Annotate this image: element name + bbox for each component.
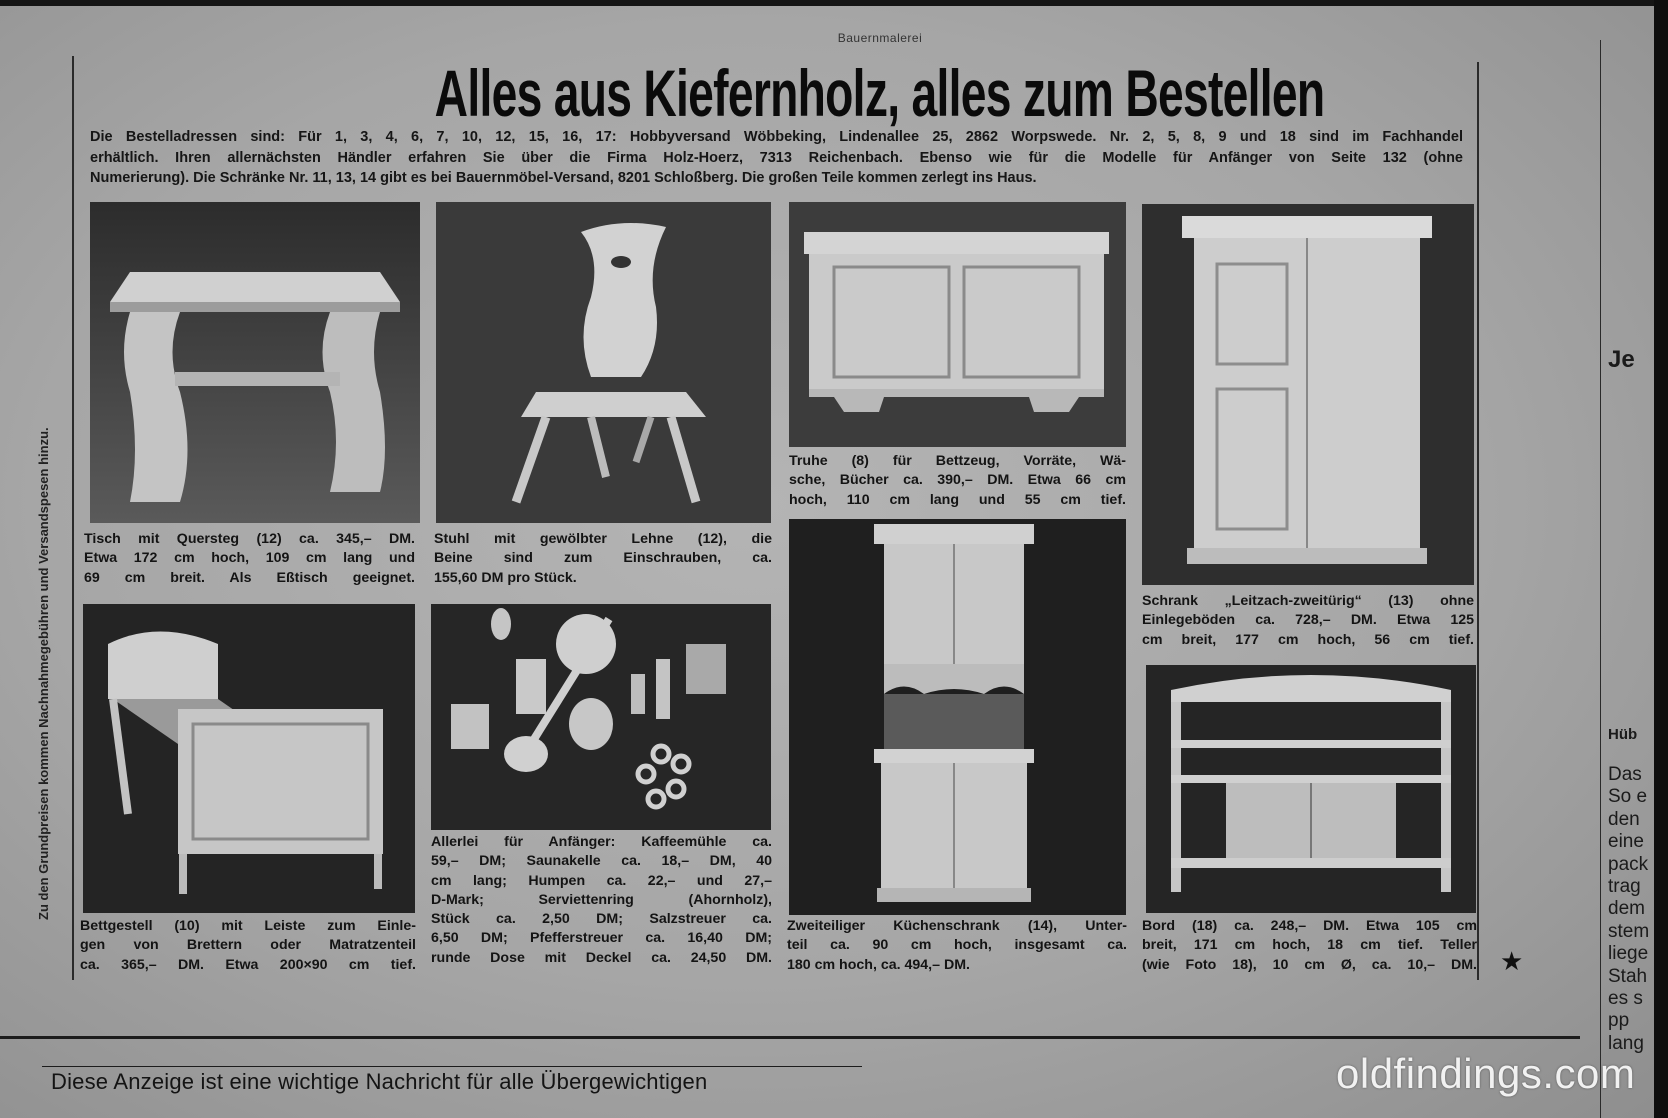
column-separator [1600, 40, 1601, 1118]
caption-chair [434, 530, 772, 588]
caption-line: Etwa 172 cm hoch, 109 cm lang und [84, 550, 415, 567]
text-line: pp [1608, 1010, 1630, 1032]
caption-line: Schrank „Leitzach-zweitürig“ (13) ohne [1142, 593, 1474, 609]
caption-bed [80, 917, 416, 975]
caption-line: D-Mark; Serviettenring (Ahornholz), [431, 891, 772, 908]
caption-table [84, 530, 415, 588]
caption-line: Truhe (8) für Bettzeug, Vorräte, Wä- [789, 453, 1126, 469]
text-line: Stah [1608, 965, 1648, 987]
right-column-text [1608, 764, 1649, 1055]
photo-kitchen-cabinet [789, 519, 1126, 915]
caption-line: Allerlei für Anfänger: Kaffeemühle ca. [431, 834, 772, 850]
caption-line: Bettgestell (10) mit Leiste zum Einle- [80, 918, 416, 934]
caption-kitchen-cabinet [787, 917, 1127, 975]
footer-rule [42, 1066, 862, 1067]
text-line: liege [1608, 943, 1649, 965]
footer-headline: Diese Anzeige ist eine wichtige Nachricht für alle Übergewichtigen [51, 1069, 708, 1094]
caption-line: Bord (18) ca. 248,– DM. Etwa 105 cm [1142, 918, 1477, 934]
order-addresses-intro [90, 127, 1463, 189]
right-border-line [1477, 62, 1479, 980]
headline: Alles aus Kiefernholz, alles zum Bestellen [435, 56, 1325, 130]
caption-chest [789, 452, 1126, 510]
caption-line: sche, Bücher ca. 390,– DM. Etwa 66 cm [789, 472, 1126, 489]
caption-starter-items [431, 833, 772, 968]
headline-wrap [0, 58, 1668, 128]
caption-line: runde Dose mit Deckel ca. 24,50 DM. [431, 949, 772, 966]
caption-line: cm lang; Humpen ca. 22,– und 27,– [431, 872, 772, 889]
text-line: stem [1608, 920, 1650, 942]
caption-line: Einlegeböden ca. 728,– DM. Etwa 125 [1142, 612, 1474, 629]
text-line: es s [1608, 988, 1643, 1010]
photo-wardrobe [1142, 204, 1474, 585]
left-border-line [72, 56, 74, 980]
caption-line: breit, 171 cm hoch, 18 cm tief. Teller [1142, 937, 1477, 954]
text-line: eine [1608, 831, 1644, 853]
caption-line: teil ca. 90 cm hoch, insgesamt ca. [787, 937, 1127, 954]
photo-shelf [1146, 665, 1476, 913]
photo-chair [436, 202, 771, 523]
caption-line: ca. 365,– DM. Etwa 200×90 cm tief. [80, 956, 416, 973]
caption-line: Stuhl mit gewölbter Lehne (12), die [434, 531, 772, 547]
side-note-vertical: Zu den Grundpreisen kommen Nachnahmegebühren und Versandspesen hinzu. [36, 427, 51, 920]
bottom-rule [0, 1036, 1580, 1039]
text-line: dem [1608, 898, 1645, 920]
photo-table [90, 202, 420, 523]
photo-starter-items [431, 604, 771, 830]
caption-line: 6,50 DM; Pfefferstreuer ca. 16,40 DM; [431, 930, 772, 947]
right-column-heading: Je [1608, 346, 1635, 373]
text-line: Das [1608, 764, 1642, 785]
caption-line: 155,60 DM pro Stück. [434, 569, 577, 586]
caption-line: 180 cm hoch, ca. 494,– DM. [787, 956, 970, 973]
caption-line: Beine sind zum Einschrauben, ca. [434, 550, 772, 567]
text-line: pack [1608, 853, 1649, 875]
caption-line: 69 cm breit. Als Eßtisch geeignet. [84, 569, 415, 586]
caption-line: cm breit, 177 cm hoch, 56 cm tief. [1142, 631, 1474, 648]
text-line: den [1608, 808, 1640, 830]
intro-line: erhältlich. Ihren allernächsten Händler erfahren Sie über die Firma Holz-Hoerz, 7313 Reichenbach. Ebenso wie für die Modelle für Anfänger von Seite 132 (ohne [90, 149, 1463, 166]
caption-line: hoch, 110 cm lang und 55 cm tief. [789, 491, 1126, 508]
intro-line: Numerierung). Die Schränke Nr. 11, 13, 14 gibt es bei Bauernmöbel-Versand, 8201 Schloßberg. Die großen Teile kommen zerlegt ins Haus. [90, 170, 1037, 186]
photo-chest [789, 202, 1126, 447]
caption-line: 59,– DM; Saunakelle ca. 18,– DM, 40 [431, 853, 772, 870]
section-label: Bauernmalerei [837, 31, 923, 45]
caption-line: gen von Brettern oder Matratzenteil [80, 937, 416, 954]
caption-line: Zweiteiliger Küchenschrank (14), Unter- [787, 918, 1127, 934]
watermark: oldfindings.com [1336, 1050, 1636, 1097]
film-edge-top [0, 0, 1668, 6]
caption-line: Tisch mit Quersteg (12) ca. 345,– DM. [84, 531, 415, 547]
text-line: trag [1608, 876, 1641, 898]
caption-shelf [1142, 917, 1477, 975]
right-column-subheading: Hüb [1608, 726, 1638, 743]
intro-line: Die Bestelladressen sind: Für 1, 3, 4, 6, 7, 10, 12, 15, 16, 17: Hobbyversand Wöbbeking, Lindenallee 25, 2862 Worpswede. Nr. 2, 5, 8, 9 und 18 sind im Fachhandel [90, 129, 1463, 145]
text-line: So e [1608, 786, 1648, 808]
photo-bed [83, 604, 415, 913]
end-star-icon: ★ [1500, 946, 1524, 976]
caption-line: Stück ca. 2,50 DM; Salzstreuer ca. [431, 911, 772, 928]
caption-line: (wie Foto 18), 10 cm Ø, ca. 10,– DM. [1142, 956, 1477, 973]
text-line: lang [1608, 1032, 1644, 1054]
caption-wardrobe [1142, 592, 1474, 650]
film-edge-right [1654, 0, 1668, 1118]
